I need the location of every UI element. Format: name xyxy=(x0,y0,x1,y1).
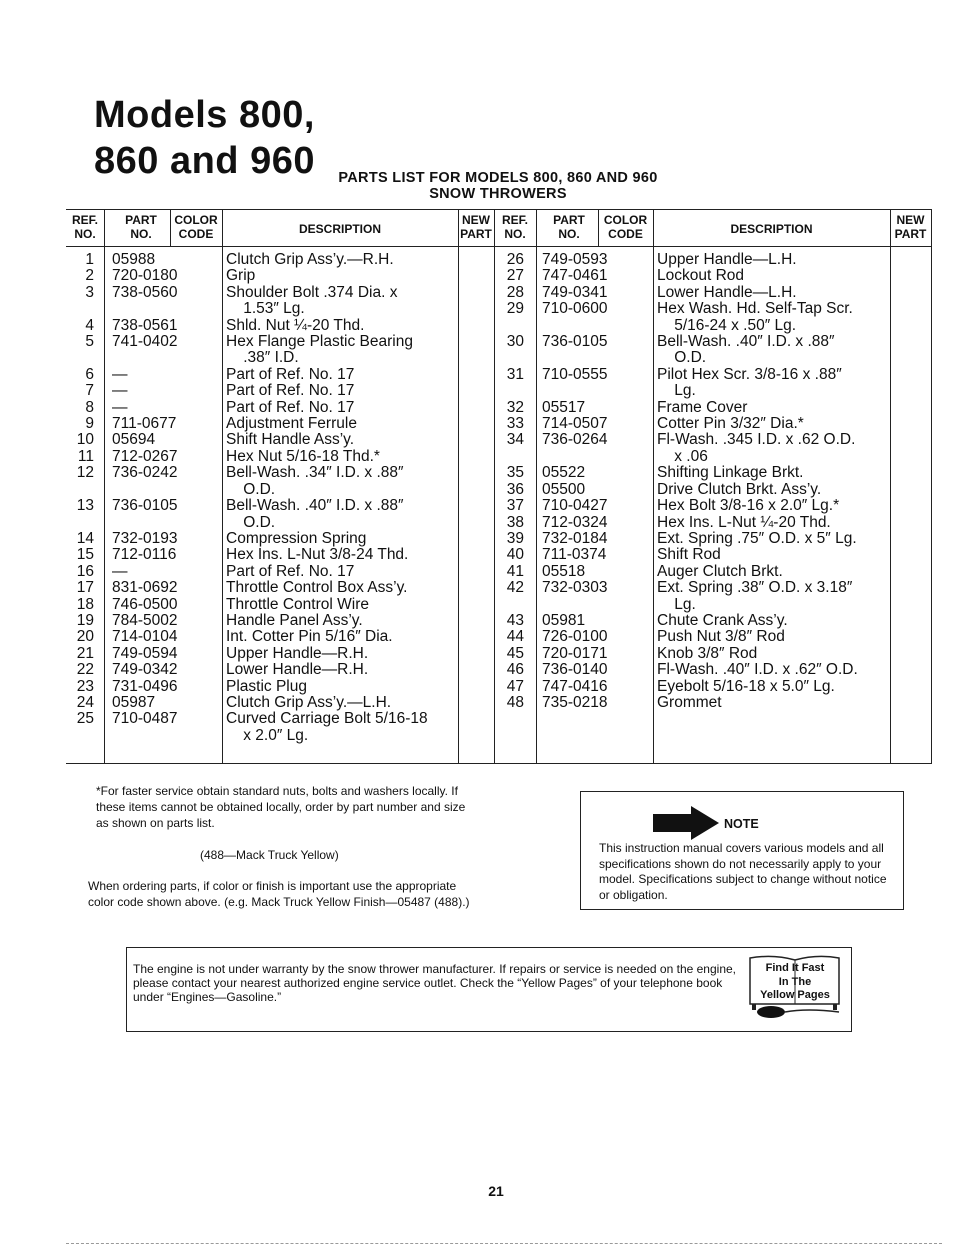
header-new-part: NEW PART xyxy=(894,213,927,241)
parts-table xyxy=(66,209,932,764)
column-divider xyxy=(458,210,459,763)
header-new-part: NEW PART xyxy=(460,213,492,241)
ordering-instructions: When ordering parts, if color or finish is important use the appropriate color code shown above. (e.g. Mack Truck Yellow Finish—05487 (488).) xyxy=(88,879,470,909)
column-divider xyxy=(536,210,537,763)
note-label: NOTE xyxy=(724,817,759,831)
right-part-column: 749-0593 747-0461 749-0341 710-0600 736-0105 710-0555 05517 714-0507 736-0264 05522 05500 710-0427 712-0324 732-0184 711-0374 05518 732-0303 05981 726-0100 720-0171 736-0140 747-0416 735-0218 xyxy=(542,251,608,711)
header-part-no: PART NO. xyxy=(125,213,157,241)
footnote: *For faster service obtain standard nuts, bolts and washers locally. If these items cannot be obtained locally, order by part number and size as shown on parts list. xyxy=(96,784,466,830)
header-ref-no: REF. NO. xyxy=(71,213,98,241)
header-rule xyxy=(66,246,932,247)
title-line-1: Models 800, xyxy=(94,94,315,136)
page-number: 21 xyxy=(488,1183,504,1199)
find-it-fast-label: Find It Fast In The Yellow Pages xyxy=(760,962,830,1001)
engine-warranty-box xyxy=(126,947,852,1032)
right-description-column: Upper Handle—L.H. Lockout Rod Lower Handle—L.H. Hex Wash. Hd. Self-Tap Scr. 5/16-24 x .50″ Lg. Bell-Wash. .40″ I.D. x .88″ O.D. Pilot Hex Scr. 3/8-16 x .88″ Lg. Frame Cover Cotter Pin 3/32″ Dia.* Fl-Wash. .345 I.D. x .62 O.D. x .06 Shifting Linkage Brkt. Drive Clutch Brkt. Ass’y. Hex Bolt 3/8-16 x 2.0″ Lg.* Hex Ins. L-Nut ¼-20 Thd. Ext. Spring .75″ O.D. x 5″ Lg. Shift Rod Auger Clutch Brkt. Ext. Spring .38″ O.D. x 3.18″ Lg. Chute Crank Ass’y. Push Nut 3/8″ Rod Knob 3/8″ Rod Fl-Wash. .40″ I.D. x .62″ O.D. Eyebolt 5/16-18 x 5.0″ Lg. Grommet xyxy=(657,251,858,711)
parts-list-heading xyxy=(322,170,674,202)
column-divider xyxy=(104,210,105,763)
column-divider xyxy=(931,210,932,763)
left-description-column: Clutch Grip Ass’y.—R.H. Grip Shoulder Bolt .374 Dia. x 1.53″ Lg. Shld. Nut ¼-20 Thd. Hex Flange Plastic Bearing .38″ I.D. Part of Ref. No. 17 Part of Ref. No. 17 Part of Ref. No. 17 Adjustment Ferrule Shift Handle Ass’y. Hex Nut 5/16-18 Thd.* Bell-Wash. .34″ I.D. x .88″ O.D. Bell-Wash. .40″ I.D. x .88″ O.D. Compression Spring Hex Ins. L-Nut 3/8-24 Thd. Part of Ref. No. 17 Throttle Control Box Ass’y. Throttle Control Wire Handle Panel Ass’y. Int. Cotter Pin 5/16″ Dia. Upper Handle—R.H. Lower Handle—R.H. Plastic Plug Clutch Grip Ass’y.—L.H. Curved Carriage Bolt 5/16-18 x 2.0″ Lg. xyxy=(226,251,428,744)
left-part-column: 05988 720-0180 738-0560 738-0561 741-0402 — — — 711-0677 05694 712-0267 736-0242 736-0105 732-0193 712-0116 — 831-0692 746-0500 784-5002 714-0104 749-0594 749-0342 731-0496 05987 710-0487 xyxy=(112,251,178,728)
arrow-icon xyxy=(653,806,719,840)
bottom-rule xyxy=(66,1243,942,1244)
column-divider xyxy=(890,210,891,763)
header-description: DESCRIPTION xyxy=(730,222,813,236)
subtitle-line-2: SNOW THROWERS xyxy=(429,186,567,202)
column-divider xyxy=(222,210,223,763)
note-text: This instruction manual covers various models and all specifications shown do not necessarily apply to your model. Specifications subject to change without notice or obligation. xyxy=(599,841,887,902)
header-description: DESCRIPTION xyxy=(298,222,381,236)
header-part-no: PART NO. xyxy=(553,213,585,241)
note-box xyxy=(580,791,904,910)
find-it-fast-graphic xyxy=(747,950,845,1016)
left-ref-column: 1 2 3 4 5 6 7 8 9 10 11 12 13 14 15 16 17 18 19 20 21 22 23 24 25 xyxy=(76,251,94,728)
title-line-2: 860 and 960 xyxy=(94,140,315,182)
right-ref-column: 26 27 28 29 30 31 32 33 34 35 36 37 38 39 40 41 42 43 44 45 46 47 48 xyxy=(506,251,524,711)
color-code-example: (488—Mack Truck Yellow) xyxy=(200,848,339,862)
column-divider xyxy=(653,210,654,763)
header-ref-no: REF. NO. xyxy=(501,213,528,241)
engine-warranty-text: The engine is not under warranty by the snow thrower manufacturer. If repairs or service is needed on the engine, please contact your nearest authorized engine service outlet. Check the “Yellow Pages” of your telephone book under “Engines—Gasoline.” xyxy=(133,962,736,1004)
header-color-code: COLOR CODE xyxy=(603,213,648,241)
page-title xyxy=(94,92,315,184)
subtitle-line-1: PARTS LIST FOR MODELS 800, 860 AND 960 xyxy=(338,170,658,186)
header-color-code: COLOR CODE xyxy=(174,213,218,241)
